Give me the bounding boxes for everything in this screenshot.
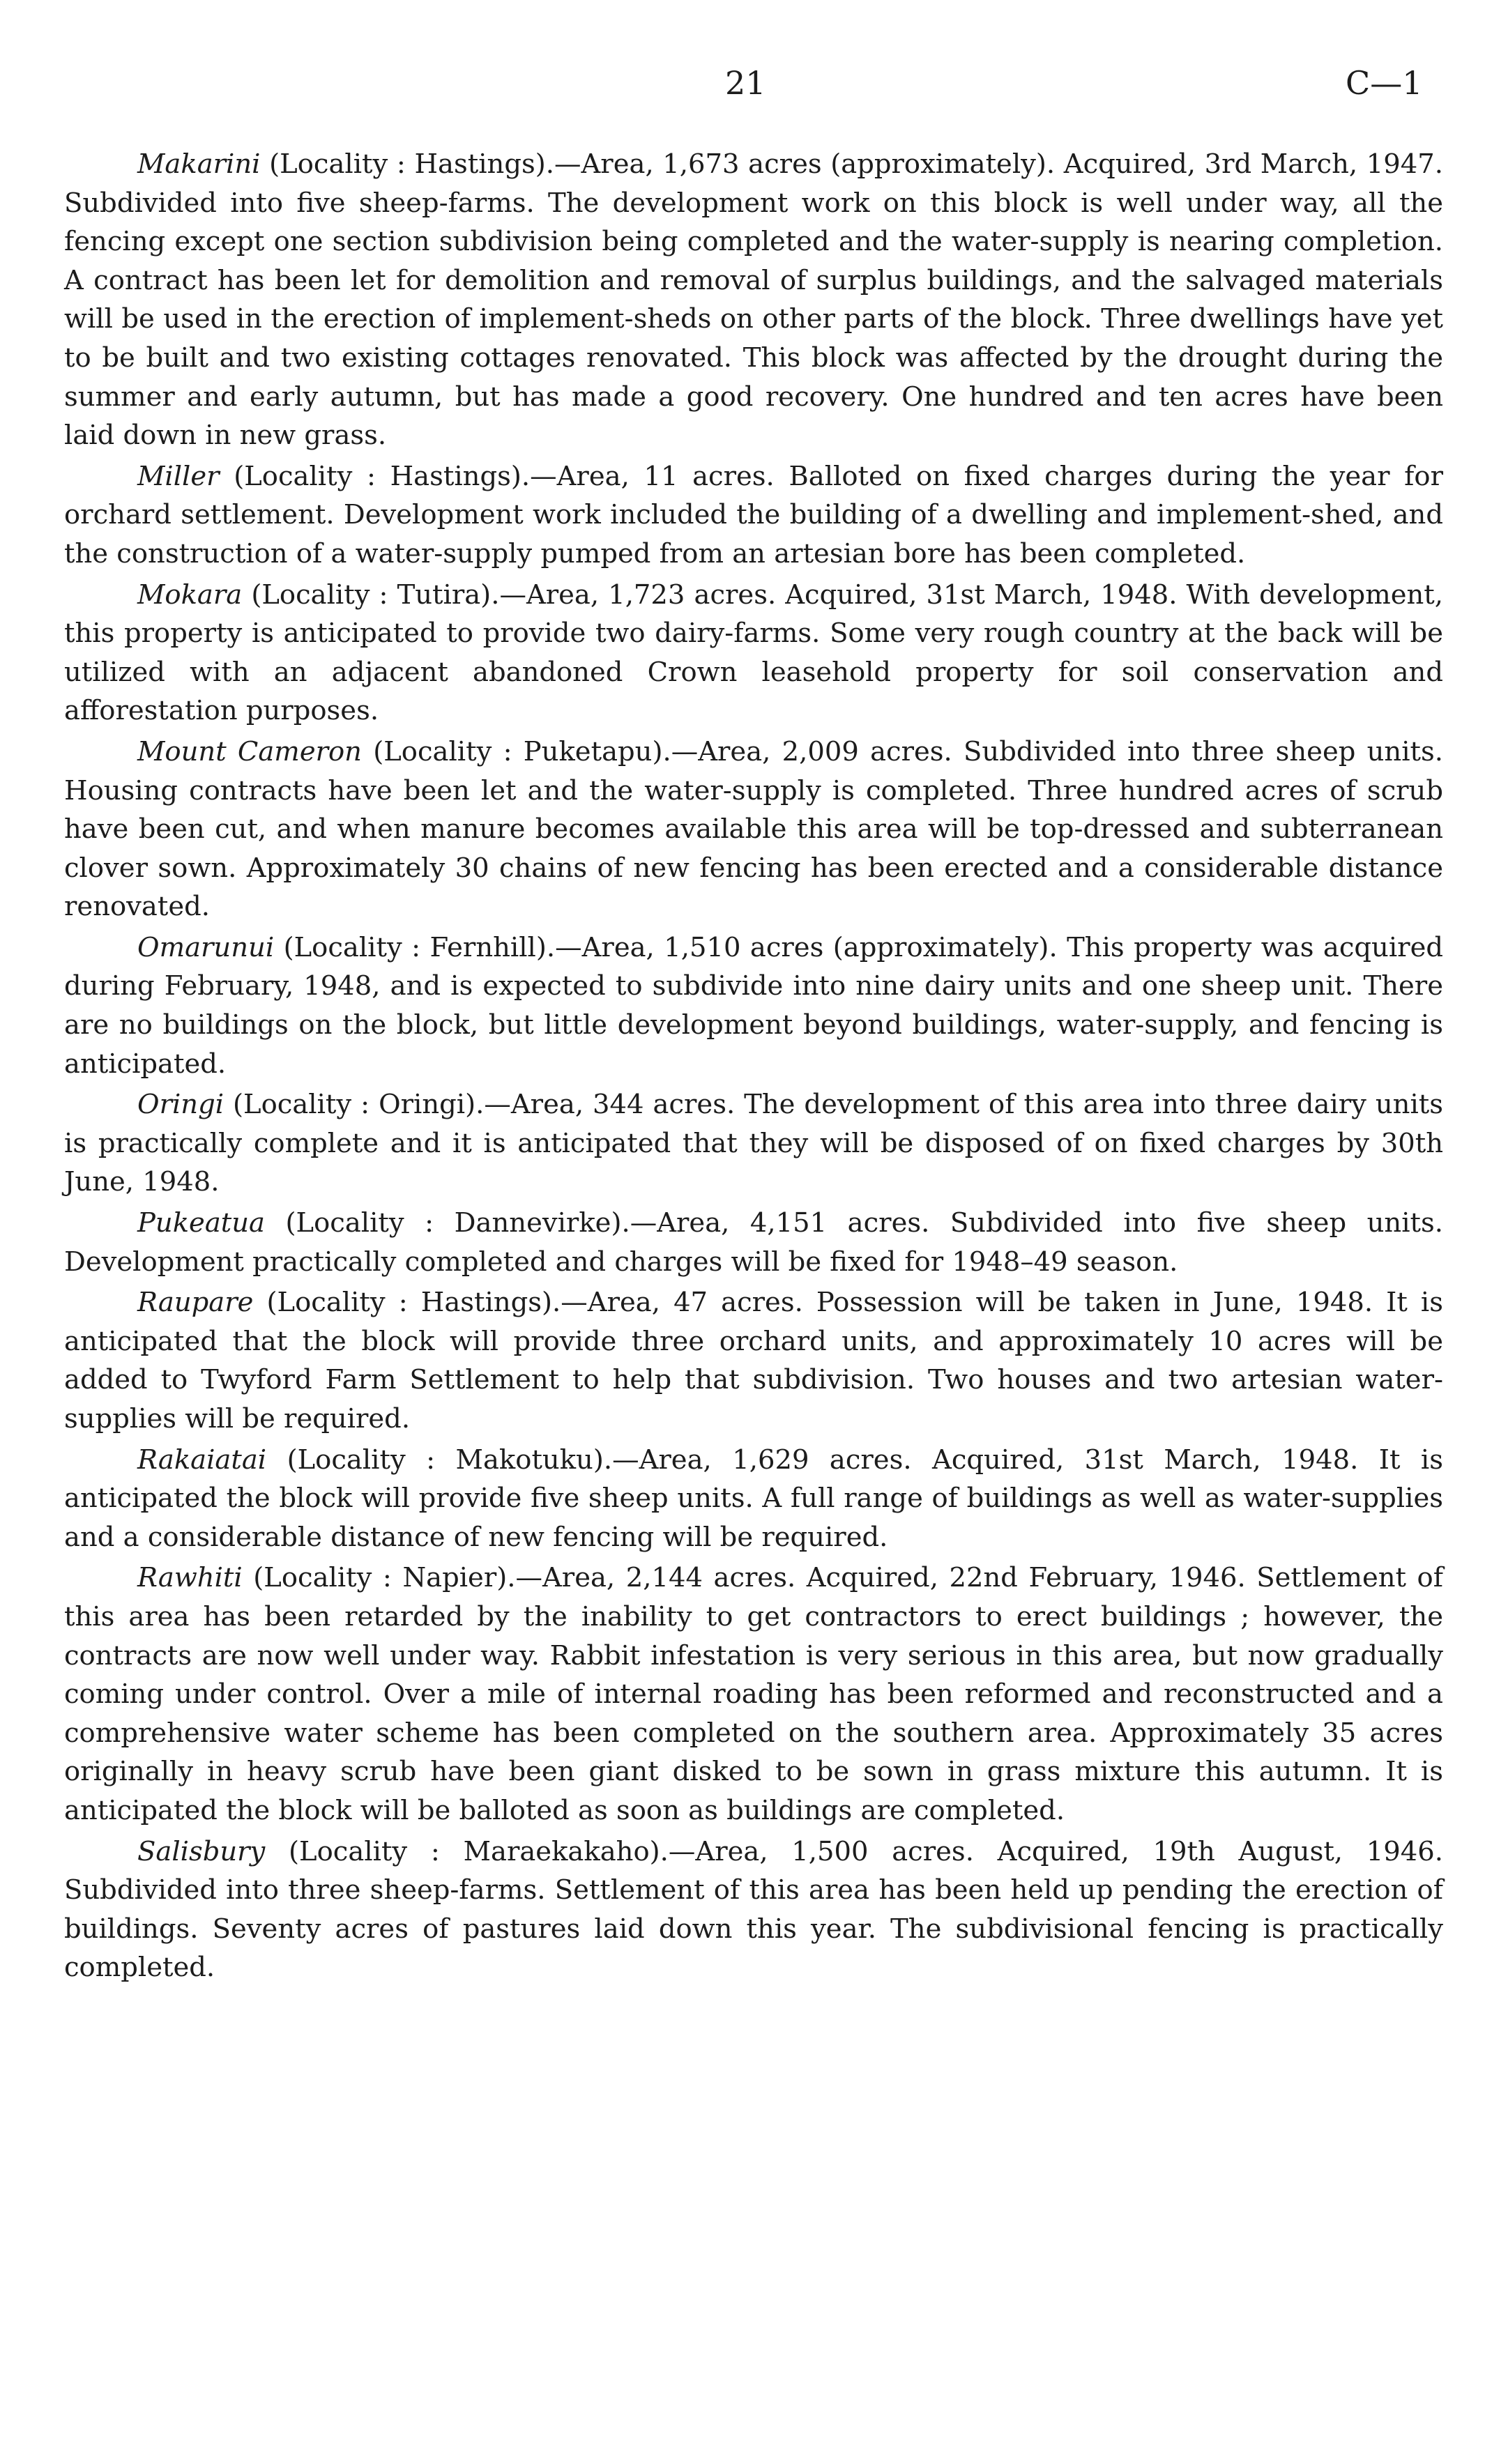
entry-rakaiatai [64, 1441, 1443, 1557]
document-code: C—1 [1346, 64, 1423, 102]
entry-text: (Locality : Napier).—Area, 2,144 acres. Acquired, 22nd February, 1946. Settlement of this area has been retarded by the inability to get contractors to erect buildings ; however, the contracts are now well under way. Rabbit infestation is very serious in this area, but now gradually coming under control. Over a mile of internal roading has been reformed and reconstructed and a comprehensive water scheme has been completed on the southern area. Approximately 35 acres originally in heavy scrub have been giant disked to be sown in grass mixture this autumn. It is anticipated the block will be balloted as soon as buildings are completed. [64, 1562, 1443, 1826]
entry-text: (Locality : Dannevirke).—Area, 4,151 acres. Subdivided into five sheep units. Development practically completed and charges will be fixed for 1948–49 season. [64, 1207, 1443, 1278]
entry-title: Omarunui [137, 931, 275, 963]
entry-text: (Locality : Hastings).—Area, 11 acres. Balloted on fixed charges during the year for orchard settlement. Development work included the building of a dwelling and implement-shed, and the construction of a water-supply pumped from an artesian bore has been completed. [64, 460, 1443, 569]
entry-text: (Locality : Tutira).—Area, 1,723 acres. Acquired, 31st March, 1948. With development, this property is anticipated to provide two dairy-farms. Some very rough country at the back will be utilized with an adjacent abandoned Crown leasehold property for soil conservation and afforestation purposes. [64, 579, 1443, 727]
entry-text: (Locality : Maraekakaho).—Area, 1,500 acres. Acquired, 19th August, 1946. Subdivided into three sheep-farms. Settlement of this area has been held up pending the erection of buildings. Seventy acres of pastures laid down this year. The subdivisional fencing is practically completed. [64, 1835, 1443, 1984]
entry-miller [64, 457, 1443, 574]
entry-mount-cameron [64, 733, 1443, 926]
entry-title: Miller [137, 460, 220, 492]
entry-title: Rakaiatai [137, 1444, 267, 1476]
entry-title: Rawhiti [137, 1562, 243, 1594]
page-number: 21 [725, 64, 766, 102]
entry-salisbury [64, 1832, 1443, 1987]
entry-title: Raupare [137, 1287, 254, 1319]
entry-text: (Locality : Puketapu).—Area, 2,009 acres. Subdivided into three sheep units. Housing contracts have been let and the water-supply is completed. Three hundred acres of scrub have been cut, and when manure becomes available this area will be top-dressed and subterranean clover sown. Approximately 30 chains of new fencing has been erected and a considerable distance renovated. [64, 735, 1443, 923]
page-header [0, 64, 1508, 113]
entry-raupare [64, 1283, 1443, 1438]
entry-text: (Locality : Hastings).—Area, 47 acres. Possession will be taken in June, 1948. It is anticipated that the block will provide three orchard units, and approximately 10 acres will be added to Twyford Farm Settlement to help that subdivision. Two houses and two artesian water-supplies will be required. [64, 1287, 1443, 1434]
entry-text: (Locality : Makotuku).—Area, 1,629 acres. Acquired, 31st March, 1948. It is anticipated the block will provide five sheep units. A full range of buildings as well as water-supplies and a considerable distance of new fencing will be required. [64, 1444, 1443, 1553]
entry-oringi [64, 1085, 1443, 1202]
entry-omarunui [64, 928, 1443, 1083]
entry-title: Oringi [137, 1089, 224, 1121]
entry-mokara [64, 576, 1443, 730]
entry-rawhiti [64, 1559, 1443, 1830]
entry-makarini [64, 145, 1443, 455]
entry-text: (Locality : Oringi).—Area, 344 acres. The development of this area into three dairy units is practically complete and it is anticipated that they will be disposed of on fixed charges by 30th June, 1948. [64, 1089, 1443, 1198]
entry-text: (Locality : Fernhill).—Area, 1,510 acres (approximately). This property was acquired during February, 1948, and is expected to subdivide into nine dairy units and one sheep unit. There are no buildings on the block, but little development beyond buildings, water-supply, and fencing is anticipated. [64, 931, 1443, 1080]
entry-pukeatua [64, 1204, 1443, 1281]
entry-title: Salisbury [137, 1835, 266, 1867]
entry-title: Mount Cameron [137, 735, 362, 767]
body-text [64, 145, 1443, 1989]
entry-text: (Locality : Hastings).—Area, 1,673 acres (approximately). Acquired, 3rd March, 1947. Subdivided into five sheep-farms. The development work on this block is well under way, all the fencing except one section subdivision being completed and the water-supply is nearing completion. A contract has been let for demolition and removal of surplus buildings, and the salvaged materials will be used in the erection of implement-sheds on other parts of the block. Three dwellings have yet to be built and two existing cottages renovated. This block was affected by the drought during the summer and early autumn, but has made a good recovery. One hundred and ten acres have been laid down in new grass. [64, 148, 1443, 452]
entry-title: Mokara [137, 579, 243, 611]
entry-title: Makarini [137, 148, 261, 180]
entry-title: Pukeatua [137, 1207, 265, 1239]
